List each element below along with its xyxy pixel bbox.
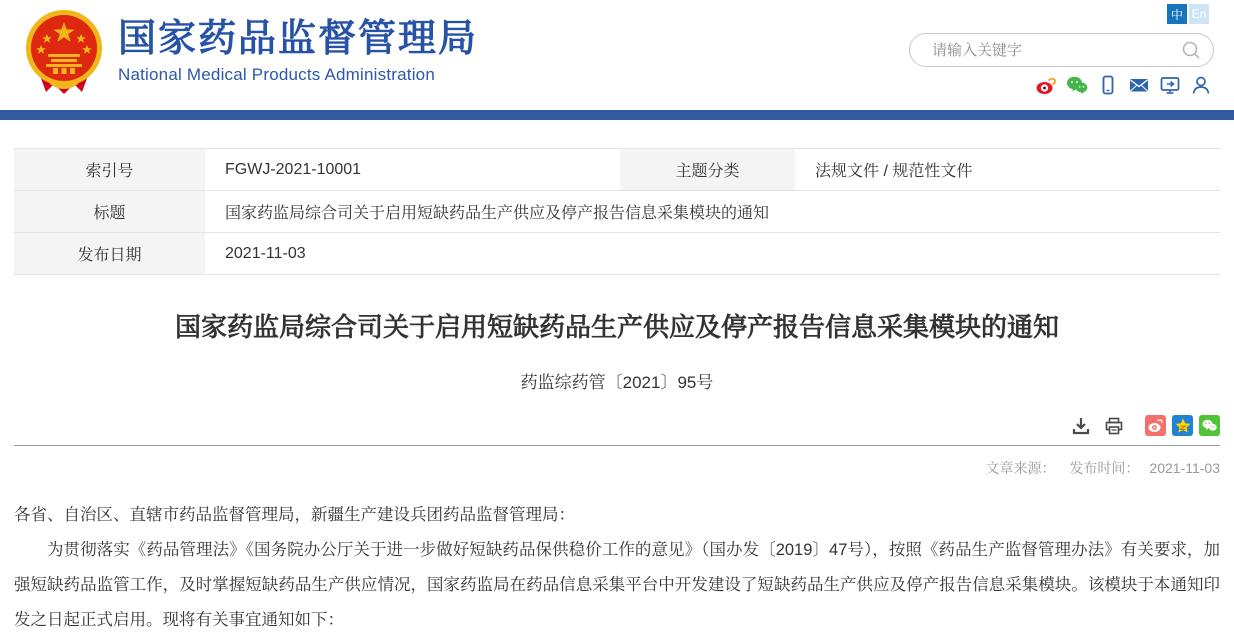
document-info-table (14, 148, 1220, 275)
divider (14, 445, 1220, 446)
title-label: 标题 (14, 191, 205, 232)
user-icon[interactable] (1190, 74, 1212, 96)
publish-time-label: 发布时间： (1069, 460, 1140, 476)
lang-en-button[interactable]: En (1189, 4, 1209, 24)
publish-time-value: 2021-11-03 (1149, 460, 1220, 476)
index-value: FGWJ-2021-10001 (225, 160, 362, 178)
site-title: 国家药品监督管理局 (118, 18, 479, 60)
source-label: 文章来源： (985, 460, 1056, 476)
share-wechat-icon[interactable] (1199, 415, 1220, 436)
language-switch (1167, 4, 1209, 24)
message-board-icon[interactable] (1159, 74, 1181, 96)
share-qzone-icon[interactable] (1172, 415, 1193, 436)
weibo-icon[interactable] (1035, 74, 1057, 96)
category-label: 主题分类 (620, 149, 795, 190)
salutation: 各省、自治区、直辖市药品监督管理局，新疆生产建设兵团药品监督管理局： (14, 506, 575, 524)
national-emblem-logo (20, 8, 108, 98)
title-value: 国家药监局综合司关于启用短缺药品生产供应及停产报告信息采集模块的通知 (225, 205, 770, 222)
lang-zh-button[interactable]: 中 (1167, 4, 1187, 24)
action-bar (14, 415, 1220, 436)
page-title: 国家药监局综合司关于启用短缺药品生产供应及停产报告信息采集模块的通知 (174, 312, 1059, 342)
print-icon[interactable] (1104, 416, 1124, 436)
share-weibo-icon[interactable] (1145, 415, 1166, 436)
social-icon-row (1035, 74, 1212, 96)
email-icon[interactable] (1128, 74, 1150, 96)
table-row (14, 191, 1220, 233)
article-body (14, 498, 1220, 638)
site-brand (118, 18, 478, 85)
document-number: 药监综药管〔2021〕95号 (520, 373, 714, 392)
search-box[interactable] (909, 33, 1214, 67)
main-content (14, 148, 1220, 638)
body-paragraph: 为贯彻落实《药品管理法》《国务院办公厅关于进一步做好短缺药品保供稳价工作的意见》（国办发〔2019〕47号），按照《药品生产监督管理办法》有关要求，加强短缺药品监管工作，及时掌握短缺药品生产供应情况，国家药监局在药品信息采集平台中开发建设了短缺药品生产供应及停产报告信息采集模块。该模块于本通知印发之日起正式启用。现将有关事宜通知如下： (14, 541, 1220, 629)
table-row (14, 233, 1220, 275)
wechat-icon[interactable] (1066, 74, 1088, 96)
category-value: 法规文件 / 规范性文件 (815, 163, 973, 180)
table-row (14, 149, 1220, 191)
nav-bar (0, 110, 1234, 120)
download-icon[interactable] (1071, 416, 1091, 436)
search-icon[interactable] (1181, 40, 1201, 60)
article-meta (14, 458, 1220, 478)
search-input[interactable] (930, 41, 1181, 60)
index-label: 索引号 (14, 149, 205, 190)
share-group (1145, 415, 1220, 436)
mobile-icon[interactable] (1097, 74, 1119, 96)
site-subtitle: National Medical Products Administration (118, 64, 435, 84)
site-header (0, 0, 1234, 110)
date-value: 2021-11-03 (225, 244, 306, 262)
date-label: 发布日期 (14, 233, 205, 274)
